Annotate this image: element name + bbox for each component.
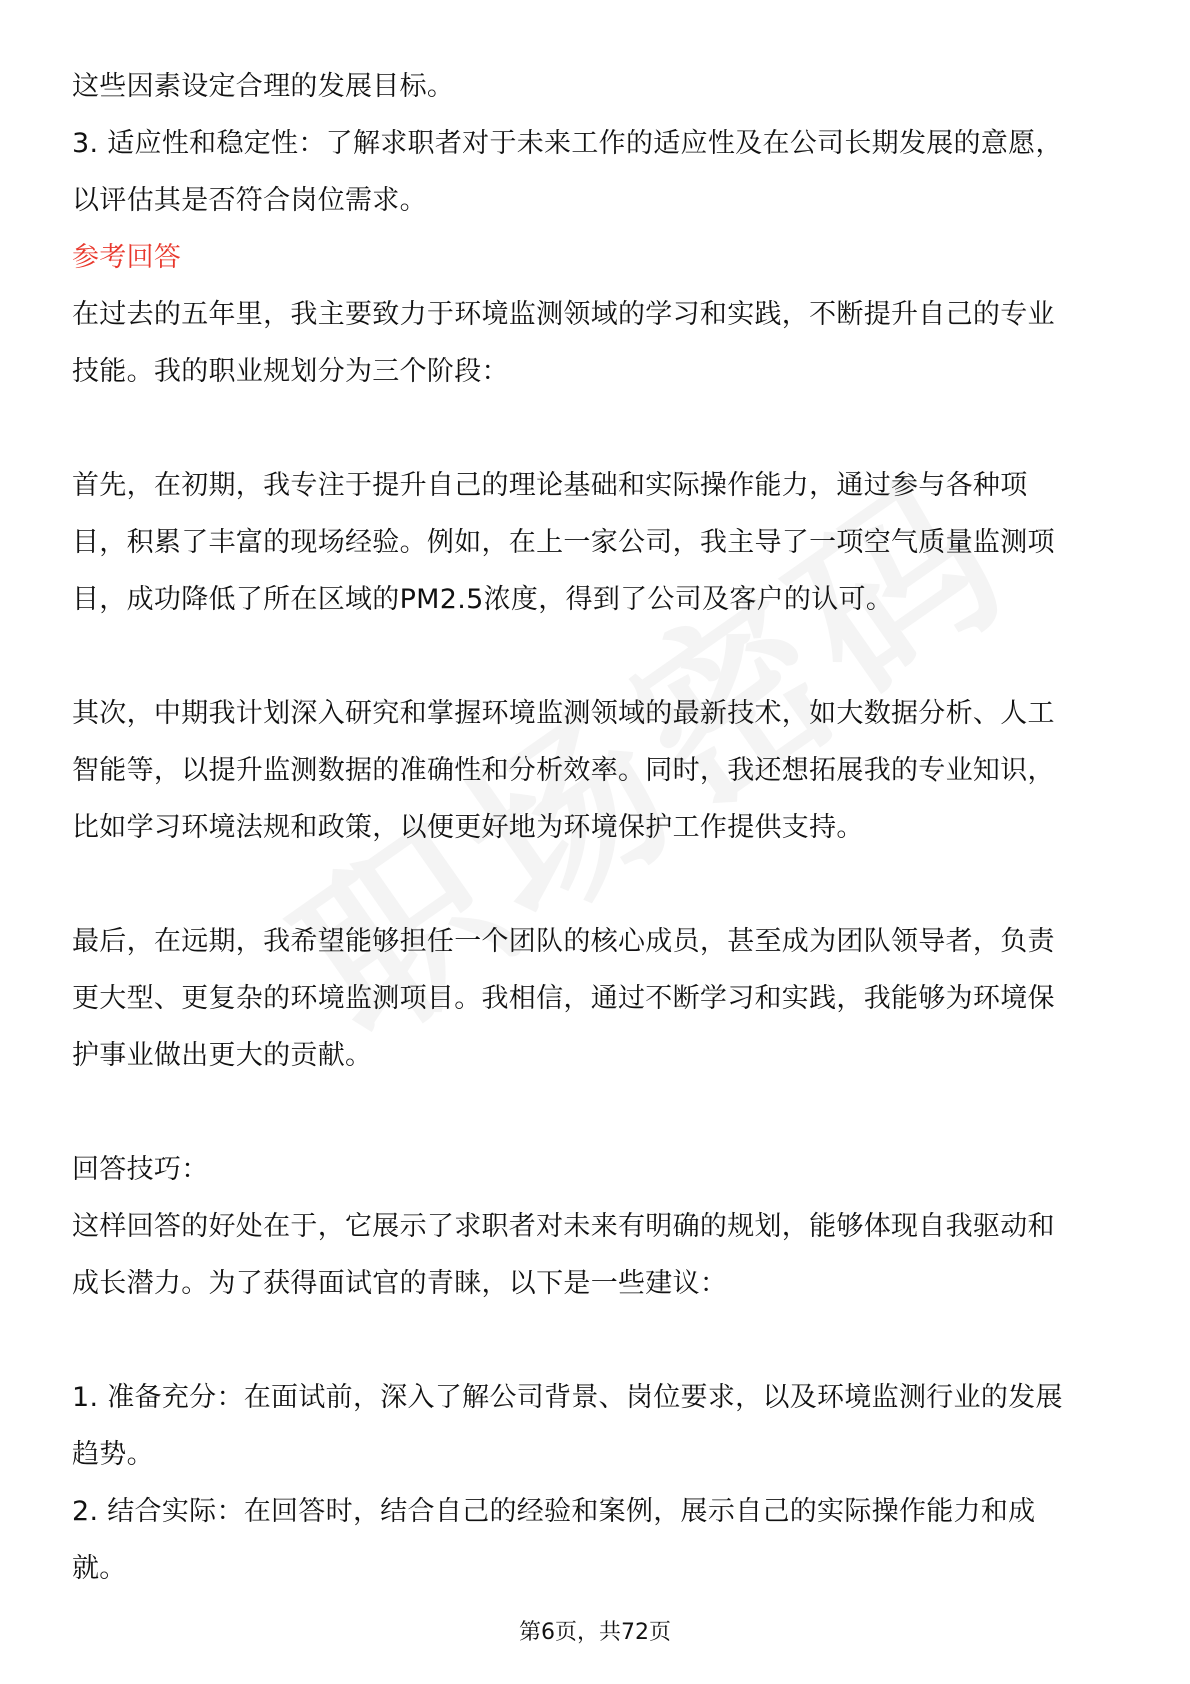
text-line: 成长潜力。为了获得面试官的青睐，以下是一些建议：: [72, 1268, 728, 1299]
text-line: 目，成功降低了所在区域的PM2.5浓度，得到了公司及客户的认可。: [72, 584, 894, 615]
section-heading-reference-answer: 参考回答: [72, 242, 182, 273]
list-item-practice: 2. 结合实际：在回答时，结合自己的经验和案例，展示自己的实际操作能力和成: [72, 1496, 1036, 1527]
paragraph-gap: [72, 628, 1122, 685]
text-line: 这些因素设定合理的发展目标。: [72, 71, 455, 102]
section-heading-answer-tips: 回答技巧：: [72, 1154, 209, 1185]
text-line: 以评估其是否符合岗位需求。: [72, 185, 427, 216]
paragraph-gap: [72, 1084, 1122, 1141]
text-line: 最后，在远期，我希望能够担任一个团队的核心成员，甚至成为团队领导者，负责: [72, 926, 1055, 957]
paragraph-gap: [72, 400, 1122, 457]
text-line: 比如学习环境法规和政策，以便更好地为环境保护工作提供支持。: [72, 812, 864, 843]
text-line: 这样回答的好处在于，它展示了求职者对未来有明确的规划，能够体现自我驱动和: [72, 1211, 1055, 1242]
text-line: 护事业做出更大的贡献。: [72, 1040, 373, 1071]
list-item-preparation: 1. 准备充分：在面试前，深入了解公司背景、岗位要求，以及环境监测行业的发展: [72, 1382, 1063, 1413]
list-item-adaptability: 3. 适应性和稳定性：了解求职者对于未来工作的适应性及在公司长期发展的意愿，: [72, 128, 1063, 159]
paragraph-gap: [72, 856, 1122, 913]
page-number: 第6页，共72页: [519, 1620, 671, 1645]
text-line: 目，积累了丰富的现场经验。例如，在上一家公司，我主导了一项空气质量监测项: [72, 527, 1055, 558]
paragraph-gap: [72, 1312, 1122, 1369]
text-line: 首先，在初期，我专注于提升自己的理论基础和实际操作能力，通过参与各种项: [72, 470, 1028, 501]
text-line: 趋势。: [72, 1439, 154, 1470]
text-line: 技能。我的职业规划分为三个阶段：: [72, 356, 509, 387]
text-line: 更大型、更复杂的环境监测项目。我相信，通过不断学习和实践，我能够为环境保: [72, 983, 1055, 1014]
text-line: 就。: [72, 1553, 127, 1584]
text-line: 智能等，以提升监测数据的准确性和分析效率。同时，我还想拓展我的专业知识，: [72, 755, 1055, 786]
text-line: 在过去的五年里，我主要致力于环境监测领域的学习和实践，不断提升自己的专业: [72, 299, 1055, 330]
page-content: [72, 58, 1122, 1597]
text-line: 其次，中期我计划深入研究和掌握环境监测领域的最新技术，如大数据分析、人工: [72, 698, 1055, 729]
